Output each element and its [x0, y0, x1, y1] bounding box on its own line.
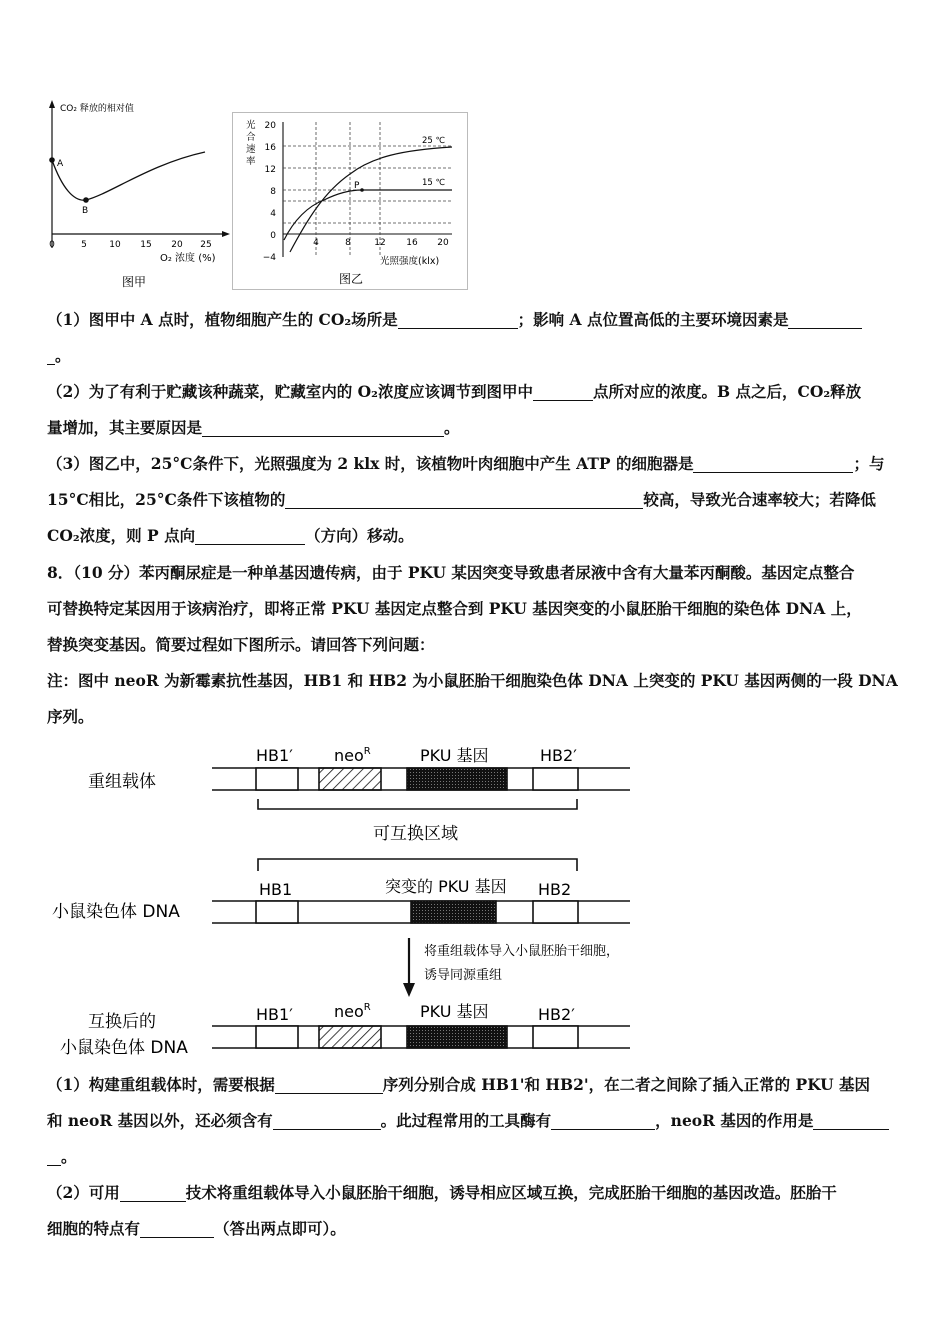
hb1-segment — [256, 901, 298, 923]
mutant-pku-segment — [411, 901, 496, 923]
answer-blank[interactable] — [285, 488, 643, 509]
swap-region-label: 可互换区域 — [373, 824, 458, 844]
hb2-label: HB2 — [538, 880, 572, 899]
hb2-prime-label-after: HB2′ — [538, 1005, 575, 1024]
hb1-prime-label: HB1′ — [256, 746, 293, 765]
hb1-prime-segment — [256, 768, 298, 790]
figure-a — [40, 98, 230, 294]
answer-blank[interactable] — [47, 1145, 61, 1166]
figure-b-curve-25c — [290, 147, 452, 252]
q8-part2: （2）可用 技术将重组载体导入小鼠胚胎干细胞，诱导相应区域互换，完成胚胎干细胞的基因改造。胚胎干 细胞的特点有 （答出两点即可）。 — [47, 1183, 837, 1238]
hb2-prime-segment — [533, 768, 578, 790]
figure-b-xtick: 8 — [345, 238, 351, 248]
answer-blank[interactable] — [275, 1073, 383, 1094]
answer-blank[interactable] — [693, 452, 853, 473]
q8-intro: 8．（10 分）苯丙酮尿症是一种单基因遗传病，由于 PKU 某因突变导致患者尿液中含有大量苯丙酮酸。基因定点整合 可替换特定某因用于该病治疗，即将正常 PKU 基因定点整合到 PKU 基因突变的小鼠胚胎干细胞的染色体 DNA 上， 替换突变基因。简要过程如下图所示。请回答下列问题： — [47, 563, 862, 654]
answer-blank[interactable] — [140, 1217, 214, 1238]
figure-a-xtick: 25 — [200, 240, 212, 250]
answer-blank[interactable] — [47, 344, 55, 365]
gene-replacement-diagram — [40, 735, 680, 1065]
answer-blank[interactable] — [398, 308, 518, 329]
answer-blank[interactable] — [813, 1109, 889, 1130]
figure-a-xtick: 0 — [49, 240, 55, 250]
pku-segment — [407, 768, 507, 790]
neo-label: neo$^R$ — [334, 746, 371, 765]
answer-blank[interactable] — [195, 524, 305, 545]
figure-b-xtick: 4 — [313, 238, 319, 248]
svg-text:速: 速 — [246, 144, 256, 155]
q7-part1: （1）图甲中 A 点时，植物细胞产生的 CO₂场所是 ；影响 A 点位置高低的主要环境因素是 。 — [47, 302, 907, 374]
pku-segment-after — [407, 1026, 507, 1048]
bracket-top — [258, 799, 577, 809]
figure-b-xtick: 20 — [437, 238, 449, 248]
svg-text:率: 率 — [246, 156, 256, 167]
figure-a-label-b: B — [82, 206, 89, 216]
q8-note: 注：图中 neoR 为新霉素抗性基因，HB1 和 HB2 为小鼠胚胎干细胞染色体 DNA 上突变的 PKU 基因两侧的一段 DNA 序列。 — [47, 671, 898, 726]
hb2-prime-label: HB2′ — [540, 746, 577, 765]
hb2-prime-segment-after — [533, 1026, 578, 1048]
figure-b-xtick: 16 — [406, 238, 418, 248]
row2-label: 小鼠染色体 DNA — [52, 902, 180, 922]
row1-label: 重组载体 — [88, 772, 156, 792]
hb2-segment — [533, 901, 578, 923]
hb1-label: HB1 — [259, 880, 293, 899]
answer-blank[interactable] — [533, 380, 593, 401]
figure-b-ytick: −4 — [262, 253, 276, 263]
hb1-prime-label-after: HB1′ — [256, 1005, 293, 1024]
figure-b-ytick: 0 — [270, 231, 276, 241]
figure-b-xlabel: 光照强度(klx) — [380, 256, 440, 267]
figure-a-xtick: 15 — [140, 240, 152, 250]
pku-label: PKU 基因 — [420, 746, 489, 765]
figure-a-curve — [52, 152, 205, 200]
figure-a-xlabel: O₂ 浓度 (%) — [160, 253, 216, 264]
bracket-bottom — [258, 859, 577, 871]
figure-b-label-p: P — [354, 181, 360, 191]
q8-part1: （1）构建重组载体时，需要根据 序列分别合成 HB1'和 HB2'，在二者之间除了插入正常的 PKU 基因 和 neoR 基因以外，还必须含有 。此过程常用的工具酶有 ，neoR 基因的作用是 。 — [47, 1067, 907, 1175]
figure-b-caption: 图乙 — [339, 272, 364, 286]
pku-label-after: PKU 基因 — [420, 1002, 489, 1021]
figure-b-curve-15c — [284, 190, 452, 240]
figure-b-ylabel — [246, 119, 256, 167]
figure-a-y-arrow — [49, 100, 55, 108]
figure-b-xtick: 12 — [374, 238, 386, 248]
process-arrow-head — [403, 983, 415, 997]
q7-part3: （3）图乙中，25°C条件下，光照强度为 2 klx 时，该植物叶肉细胞中产生 ATP 的细胞器是 ；与 15°C相比，25°C条件下该植物的 较高，导致光合速率较大；若降低 CO₂浓度，则 P 点向 （方向）移动。 — [47, 454, 885, 545]
figure-b-ytick: 8 — [270, 187, 276, 197]
row3-label-1: 互换后的 — [88, 1012, 156, 1032]
figure-a-xtick: 20 — [171, 240, 183, 250]
figure-b — [232, 112, 468, 290]
neo-segment — [319, 768, 381, 790]
figure-b-ytick: 16 — [264, 143, 276, 153]
figure-a-xtick: 10 — [109, 240, 121, 250]
hb1-prime-segment-after — [256, 1026, 298, 1048]
answer-blank[interactable] — [788, 308, 862, 329]
q7-part2: （2）为了有利于贮藏该种蔬菜，贮藏室内的 O₂浓度应该调节到图甲中 点所对应的浓度。B 点之后，CO₂释放 量增加，其主要原因是 。 — [47, 382, 862, 437]
figure-b-ytick: 12 — [264, 165, 276, 175]
neo-segment-after — [319, 1026, 381, 1048]
row3-label-2: 小鼠染色体 DNA — [60, 1038, 188, 1058]
figure-a-x-arrow — [222, 231, 230, 237]
figure-a-point-b — [83, 197, 89, 203]
svg-text:光: 光 — [246, 120, 256, 131]
answer-blank[interactable] — [120, 1181, 186, 1202]
figure-a-ylabel: CO₂ 释放的相对值 — [60, 104, 134, 114]
answer-blank[interactable] — [202, 416, 444, 437]
figure-a-point-a — [49, 157, 55, 163]
step-text-1: 将重组载体导入小鼠胚胎干细胞， — [424, 944, 620, 959]
figure-b-label-25c: 25 ℃ — [422, 136, 446, 146]
answer-blank[interactable] — [273, 1109, 381, 1130]
mutant-pku-label: 突变的 PKU 基因 — [385, 877, 507, 896]
svg-text:合: 合 — [246, 132, 256, 143]
figure-b-ytick: 4 — [270, 209, 276, 219]
step-text-2: 诱导同源重组 — [424, 968, 503, 983]
figure-a-xtick: 5 — [81, 240, 87, 250]
neo-label-after: neo$^R$ — [334, 1002, 371, 1021]
figure-b-point-p — [360, 188, 364, 192]
figure-a-label-a: A — [57, 159, 64, 169]
answer-blank[interactable] — [551, 1109, 655, 1130]
figure-b-ytick: 20 — [264, 121, 276, 131]
figure-a-caption: 图甲 — [122, 275, 147, 289]
figure-b-label-15c: 15 ℃ — [422, 178, 446, 188]
